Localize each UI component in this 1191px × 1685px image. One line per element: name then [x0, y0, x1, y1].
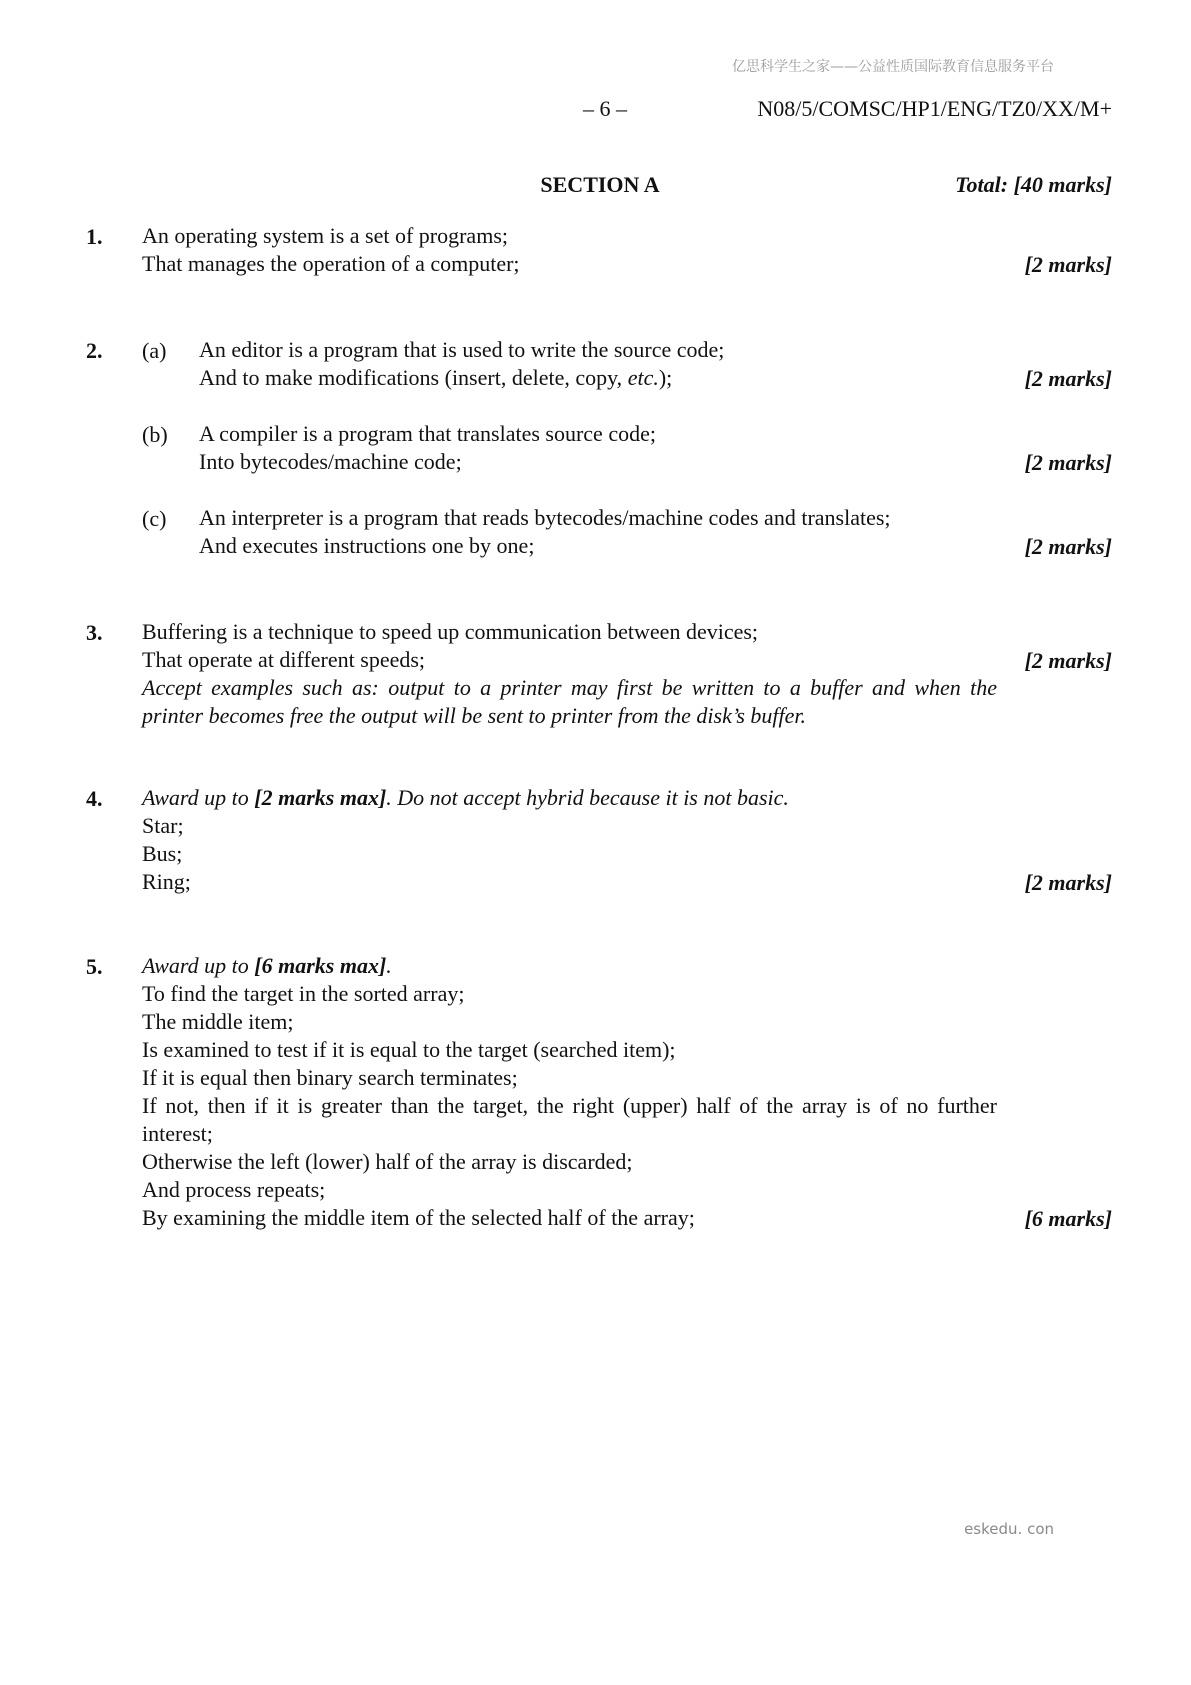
question-number-5: 5. — [86, 954, 103, 979]
bottom-watermark: eskedu. con — [964, 1520, 1054, 1538]
q5-instruction — [142, 952, 392, 980]
question-number-2: 2. — [86, 338, 103, 363]
q5-instruction-max: [6 marks max] — [254, 953, 387, 978]
q3-note: Accept examples such as: output to a printer may first be written to a buffer and when the printer becomes free the output will be sent to printer from the disk’s buffer. — [142, 675, 997, 728]
question-number-4: 4. — [86, 786, 103, 811]
q5-line-8: By examining the middle item of the selected half of the array; — [142, 1205, 695, 1230]
q2b-line-1: A compiler is a program that translates source code; — [199, 421, 656, 446]
q2-part-b-label: (b) — [142, 422, 168, 447]
q3-line-1: Buffering is a technique to speed up communication between devices; — [142, 619, 759, 644]
q5-line-3: Is examined to test if it is equal to the target (searched item); — [142, 1037, 676, 1062]
q2a-line-1: An editor is a program that is used to write the source code; — [199, 337, 725, 362]
q4-line-ring: Ring; — [142, 869, 191, 894]
q2b-marks: [2 marks] — [1024, 450, 1112, 475]
q5-marks: [6 marks] — [1024, 1206, 1112, 1231]
q2a-line-2-text: And to make modifications (insert, delete, copy, — [199, 365, 628, 390]
q2c-line-1: An interpreter is a program that reads bytecodes/machine codes and translates; — [199, 505, 891, 530]
q2a-marks: [2 marks] — [1024, 366, 1112, 391]
q3-marks: [2 marks] — [1024, 648, 1112, 673]
q4-line-bus: Bus; — [142, 841, 183, 866]
q4-instruction-max: [2 marks max] — [254, 785, 387, 810]
q4-instruction — [142, 784, 789, 812]
q1-line-2: That manages the operation of a computer; — [142, 251, 520, 276]
question-number-3: 3. — [86, 620, 103, 645]
q5-line-2: The middle item; — [142, 1009, 294, 1034]
q2a-line-2-end: ); — [658, 365, 673, 390]
q1-marks: [2 marks] — [1024, 252, 1112, 277]
document-code: N08/5/COMSC/HP1/ENG/TZ0/XX/M+ — [757, 96, 1112, 121]
question-number-1: 1. — [86, 224, 103, 249]
q1-line-1: An operating system is a set of programs; — [142, 223, 508, 248]
q2a-etc: etc. — [627, 365, 659, 390]
q4-instruction-suffix: . Do not accept hybrid because it is not basic. — [386, 785, 789, 810]
q2c-marks: [2 marks] — [1024, 534, 1112, 559]
q5-line-4: If it is equal then binary search terminates; — [142, 1065, 518, 1090]
q5-line-6: Otherwise the left (lower) half of the array is discarded; — [142, 1149, 633, 1174]
q2a-line-2 — [199, 364, 672, 392]
q4-marks: [2 marks] — [1024, 870, 1112, 895]
q4-instruction-prefix: Award up to — [142, 785, 255, 810]
q2b-line-2: Into bytecodes/machine code; — [199, 449, 462, 474]
q3-line-2: That operate at different speeds; — [142, 647, 426, 672]
q2c-line-2: And executes instructions one by one; — [199, 533, 535, 558]
section-title: SECTION A — [540, 172, 660, 197]
page-number: – 6 – — [583, 96, 627, 121]
q5-line-1: To find the target in the sorted array; — [142, 981, 465, 1006]
q5-instruction-prefix: Award up to — [142, 953, 255, 978]
q5-line-7: And process repeats; — [142, 1177, 326, 1202]
section-total: Total: [40 marks] — [955, 172, 1112, 197]
q2-part-c-label: (c) — [142, 506, 167, 531]
q5-line-5: If not, then if it is greater than the target, the right (upper) half of the array is of no further interest; — [142, 1093, 997, 1146]
top-watermark: 亿思科学生之家——公益性质国际教育信息服务平台 — [732, 59, 1054, 75]
q4-line-star: Star; — [142, 813, 184, 838]
q2-part-a-label: (a) — [142, 338, 167, 363]
q5-instruction-suffix: . — [386, 953, 392, 978]
